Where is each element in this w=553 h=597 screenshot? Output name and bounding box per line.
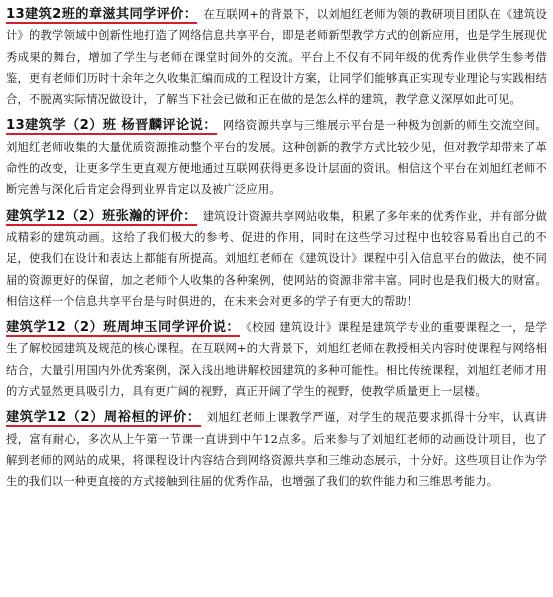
- comment-entry-3: [6, 206, 547, 312]
- comment-text-2: 网络资源共享与三维展示平台是一种极为创新的师生交流空间。刘旭红老师收集的大量优质资源推动整个平台的发展。这种创新的教学方式比较少见，但对教学却带来了革命性的改变，让更多学生更直观方便地通过互联网获得更多设计层面的资讯。相信这个平台在刘旭红老师不断完善与深化后肯定会得到业界肯定以及被广泛应用。: [6, 119, 548, 197]
- comment-entry-2: [6, 115, 547, 200]
- comment-text-3: 建筑设计资源共享网站收集，积累了多年来的优秀作业，并有部分做成精彩的建筑动画。这给了我们极大的参考、促进的作用，同时在这些学习过程中也较容易看出自己的不足，使我们在设计和表达上都能有所提高。刘旭红老师在《建筑设计》课程中引入信息平台的做法，使不同届的资源更好的保留，加之老师个人收集的各种案例，使网站的资源非常丰富。同时也是我们极大的财富。相信这样一个信息共享平台是与时俱进的，在未来会对更多的学子有更大的帮助！: [6, 209, 547, 308]
- comment-text-4: 《校园 建筑设计》课程是建筑学专业的重要课程之一，是学生了解校园建筑及规范的核心课程。在互联网+的大背景下，刘旭红老师在教授相关内容时使课程与网络相结合，大量引用国内外优秀案例，深入浅出地讲解校园建筑的多种可能性。相比传统课程，刘旭红老师才用的方式显然更具吸引力，具有更广阔的视野，真正开阔了学生的视野，使教学质量更上一层楼。: [6, 321, 547, 399]
- comment-entry-4: [6, 317, 547, 402]
- comment-heading-5: 建筑学12（2）周裕桓的评价：: [6, 410, 201, 426]
- comment-heading-1: 13建筑2班的章滋其同学评价：: [6, 7, 198, 22]
- comment-entry-1: [6, 4, 547, 110]
- comment-text-1: 在互联网+的背景下，以刘旭红老师为领的教研项目团队在《建筑设计》的教学领域中创新性地打造了网络信息共享平台，即是老师新型教学方式的创新应用，也是学生展现优秀成果的舞台，增加了学生与老师在课堂时间外的交流。平台上不仅有不同年级的优秀作业供学生参考借鉴，更有老师们历时十余年之久收集汇编而成的工程设计方案，让同学们能够真正实现专业理论与实践相结合，不脱离实际情况做设计，了解当下社会已做和正在做的是怎么样的建筑，教学意义深厚如此可见。: [6, 8, 548, 107]
- comment-text-5: 刘旭红老师上课教学严谨，对学生的规范要求抓得十分牢，认真讲授，富有耐心，多次从上午第一节课一直讲到中午12点多。后来参与了刘旭红老师的动画设计项目，也了解到老师的网站的成果，将课程设计内容结合到网络资源共享和三维动态展示，十分好。这些项目让作为学生的我们以一种更直接的方式接触到往届的优秀作品，也增强了我们的软件能力和三维思考能力。: [6, 411, 547, 489]
- comment-heading-3: 建筑学12（2）班张瀚的评价：: [6, 208, 197, 224]
- comment-heading-2: 13建筑学（2）班 杨晋麟评论说：: [6, 118, 217, 134]
- comment-entry-5: [6, 407, 547, 492]
- comment-heading-4: 建筑学12（2）班周坤玉同学评价说：: [6, 320, 241, 336]
